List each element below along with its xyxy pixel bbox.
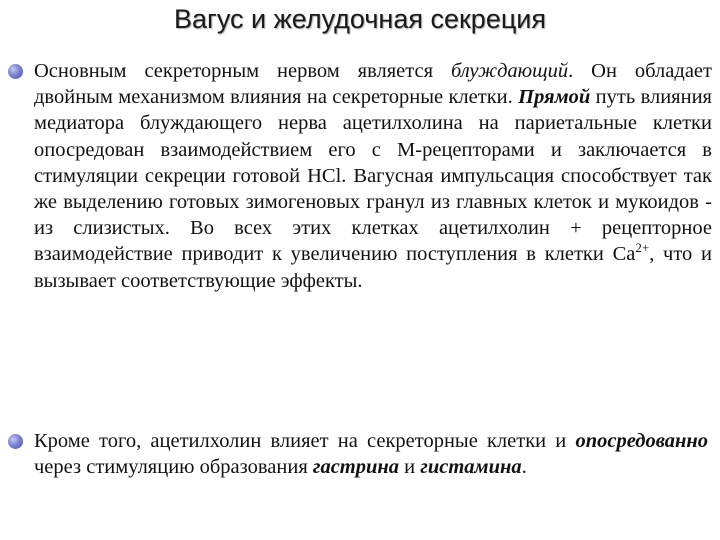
text-bold-italic: гастрина: [312, 456, 400, 479]
text-bold-italic: опосредованно: [575, 430, 708, 452]
text-italic: блуждающий: [450, 60, 569, 82]
text-bold-italic: Прямой: [518, 86, 591, 109]
text-run: . Он обладает двойным механизмом влияния на секреторные клетки.: [34, 60, 712, 109]
superscript: 2+: [635, 240, 650, 256]
bullet-paragraph-1: [34, 58, 712, 294]
text-run: через стимуляцию образования: [34, 456, 313, 479]
text-run: Основным секреторным нервом является: [34, 60, 451, 82]
text-run: Кроме того, ацетилхолин влияет на секреторные клетки и: [34, 430, 576, 452]
bullet-dot-icon: [8, 434, 23, 449]
bullet-paragraph-2: [34, 428, 708, 480]
text-run: .: [521, 456, 527, 479]
text-run: путь влияния медиатора блуждающего нерва ацетилхолина на париетальные клетки опосредован взаимодействием его с М-рецепторами и заключается в стимуляции секреции готовой HCl. Вагусная импульсация способствует так же выделению готовых зимогеновых гранул из главных клеток и мукоидов - из слизистых. Во всех этих клетках ацетилхолин + рецепторное взаимодействие приводит к увеличению поступления в клетки Са: [34, 86, 712, 266]
slide-title: Вагус и желудочная секреция: [173, 4, 546, 34]
text-run: и: [399, 456, 421, 479]
text-run: , что и вызывает соответствующие эффекты.: [34, 243, 712, 292]
bullet-dot-icon: [8, 64, 23, 79]
text-bold-italic: гистамина: [420, 456, 522, 479]
